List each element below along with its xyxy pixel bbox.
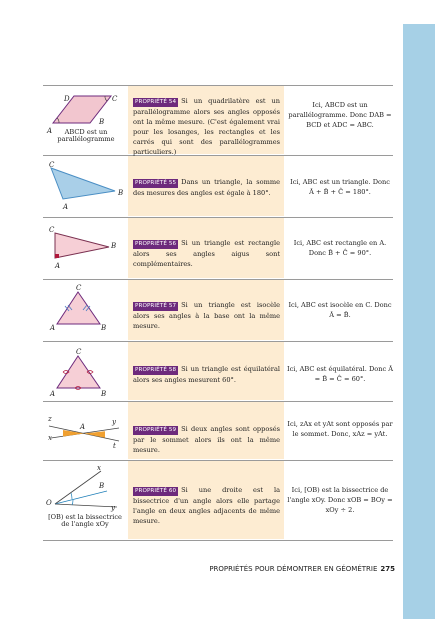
vertex-label-c: C [76, 284, 82, 292]
property-badge: PROPRIÉTÉ 56 [135, 241, 177, 247]
row-separator [43, 279, 393, 280]
row-separator [43, 85, 393, 86]
example-text: Ici, [OB) est la bissectrice de l'angle xOy. Donc xOB = BOy = xOy ÷ 2. [287, 486, 393, 514]
vertex-label-b: B [118, 189, 124, 197]
row-separator [43, 217, 393, 218]
vertex-label-a: A [80, 423, 86, 431]
figure-caption: ABCD est un parallélogramme [57, 128, 115, 143]
row-separator [43, 401, 393, 402]
point-label-b: B [99, 482, 105, 490]
vertex-label-c: C [112, 95, 118, 103]
vertex-label-b: B [101, 390, 107, 398]
ray-label-t: t [113, 442, 116, 450]
property-badge: PROPRIÉTÉ 55 [135, 180, 177, 186]
example-text: Ici, ABC est rectangle en A. Donc B̂ + Ĉ = 90°. [293, 239, 387, 257]
vertical-angles-figure [43, 404, 128, 458]
property-text: PROPRIÉTÉ 60 Si une droite est la bissectrice d'un angle alors elle partage l'angle en deux angles adjacents de même mesure. [133, 486, 280, 525]
vertex-label-o: O [46, 499, 52, 507]
ray-label-z: z [48, 415, 52, 423]
vertex-label-c: C [76, 348, 82, 356]
example-text: Ici, zAx et yAt sont opposés par le sommet. Donc, xAz = yAt. [287, 420, 393, 438]
ray-label-y: y [111, 504, 115, 512]
property-text: PROPRIÉTÉ 56 Si un triangle est rectangle alors ses angles aigus sont complémentaires. [133, 239, 280, 268]
vertex-label-b: B [99, 118, 105, 126]
ray-label-y: y [112, 418, 116, 426]
page-number: 275 [380, 565, 395, 573]
vertex-label-c: C [49, 161, 55, 169]
triangle-figure [43, 158, 128, 214]
property-text: PROPRIÉTÉ 54 Si un quadrilatère est un parallélogramme alors ses angles opposés ont la même mesure. (C'est également vrai pour les losanges, les rectangles et les carrés qui sont des parallélogrammes particuliers.) [133, 97, 280, 156]
vertex-label-a: A [50, 390, 56, 398]
ray-label-x: x [97, 464, 101, 472]
vertex-label-c: C [49, 226, 55, 234]
vertex-label-a: A [63, 203, 69, 211]
page-footer [190, 565, 395, 573]
property-text: PROPRIÉTÉ 59 Si deux angles sont opposés par le sommet alors ils ont la même mesure. [133, 425, 280, 454]
page-edge-tab [403, 24, 435, 619]
example-text: Ici, ABC est un triangle. Donc Â + B̂ + Ĉ = 180°. [290, 178, 390, 196]
angle-bisector-figure [43, 463, 128, 513]
vertex-label-d: D [64, 95, 70, 103]
example-text: Ici, ABC est isocèle en C. Donc Â = B̂. [288, 301, 392, 319]
ray-label-x: x [48, 434, 52, 442]
isosceles-triangle-figure [43, 282, 128, 338]
property-badge: PROPRIÉTÉ 54 [135, 99, 177, 105]
row-separator [43, 460, 393, 461]
vertex-label-a: A [55, 262, 61, 270]
property-badge: PROPRIÉTÉ 58 [135, 367, 177, 373]
property-badge: PROPRIÉTÉ 59 [135, 427, 177, 433]
example-text: Ici, ABCD est un parallélogramme. Donc DAB = BCD et ADC = ABC. [288, 101, 392, 129]
right-triangle-figure [43, 220, 128, 276]
property-text: PROPRIÉTÉ 55 Dans un triangle, la somme des mesures des angles est égale à 180°. [133, 178, 280, 197]
row-separator [43, 341, 393, 342]
vertex-label-b: B [111, 242, 117, 250]
property-badge: PROPRIÉTÉ 60 [135, 488, 177, 494]
vertex-label-a: A [50, 324, 56, 332]
example-text: Ici, ABC est équilatéral. Donc Â = B̂ = Ĉ = 60°. [287, 365, 394, 383]
running-title: PROPRIÉTÉS POUR DÉMONTRER EN GÉOMÉTRIE [209, 565, 378, 573]
vertex-label-a: A [47, 127, 53, 135]
vertex-label-b: B [101, 324, 107, 332]
property-badge: PROPRIÉTÉ 57 [135, 303, 177, 309]
property-text: PROPRIÉTÉ 58 Si un triangle est équilatéral alors ses angles mesurent 60°. [133, 365, 280, 384]
property-text: PROPRIÉTÉ 57 Si un triangle est isocèle alors ses angles à la base ont la même mesure. [133, 301, 280, 330]
figure-caption: [OB) est la bissectrice de l'angle xOy [48, 513, 122, 528]
equilateral-triangle-figure [43, 344, 128, 400]
row-separator [43, 540, 393, 541]
